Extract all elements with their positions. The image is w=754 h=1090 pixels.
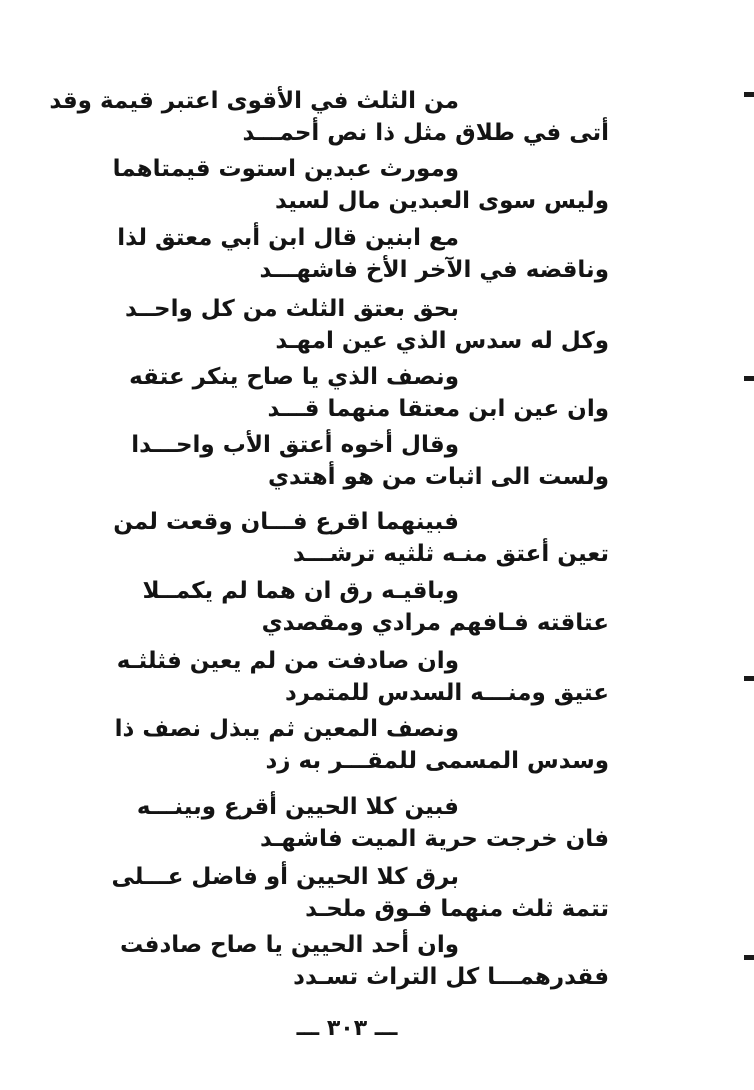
- verse-line: ونصف المعين ثم يبذل نصف ذا: [114, 716, 459, 742]
- verse-line: فبين كلا الحيين أقرع وبينـــه: [136, 794, 459, 820]
- verse-line: وان صادفت من لم يعين فثلثـه: [116, 648, 459, 674]
- scan-edge-mark: [744, 676, 754, 681]
- verse-line: ومورث عبدين استوت قيمتاهما: [112, 156, 459, 182]
- verse-line: وان عين ابن معتقا منهما قـــد: [267, 396, 609, 422]
- verse-line: أتى في طلاق مثل ذا نص أحمـــد: [242, 120, 609, 146]
- verse-line: وسدس المسمى للمقـــر به زد: [265, 748, 609, 774]
- verse-line: مع ابنين قال ابن أبي معتق لذا: [117, 225, 459, 251]
- verse-line: برق كلا الحيين أو فاضل عـــلى: [111, 864, 459, 890]
- verse-line: بحق بعتق الثلث من كل واحــد: [125, 296, 459, 322]
- verse-line: تعين أعتق منـه ثلثيه ترشـــد: [292, 541, 609, 567]
- verse-line: من الثلث في الأقوى اعتبر قيمة وقد: [49, 88, 459, 114]
- verse-line: وليس سوى العبدين مال لسيد: [274, 188, 609, 214]
- verse-line: عتيق ومنـــه السدس للمتمرد: [284, 680, 609, 706]
- page-number: ـــ ٣٠٣ ـــ: [296, 1016, 398, 1041]
- verse-line: فقدرهمـــا كل التراث تسـدد: [293, 964, 609, 990]
- verse-line: ولست الى اثبات من هو أهتدي: [267, 464, 609, 490]
- verse-line: ونصف الذي يا صاح ينكر عتقه: [129, 364, 459, 390]
- scan-edge-mark: [744, 92, 754, 97]
- scan-edge-mark: [744, 376, 754, 381]
- verse-line: وان أحد الحيين يا صاح صادفت: [120, 932, 459, 958]
- verse-line: وقال أخوه أعتق الأب واحـــدا: [131, 432, 459, 458]
- verse-line: فان خرجت حرية الميت فاشهـد: [260, 826, 609, 852]
- verse-line: وباقيـه رق ان هما لم يكمــلا: [142, 578, 459, 604]
- verse-line: وكل له سدس الذي عين امهـد: [275, 328, 609, 354]
- verse-line: تتمة ثلث منهما فـوق ملحـد: [305, 896, 609, 922]
- verse-line: عتاقته فـافهم مرادي ومقصدي: [261, 610, 609, 636]
- verse-line: فبينهما اقرع فـــان وقعت لمن: [113, 509, 459, 535]
- verse-line: وناقضه في الآخر الأخ فاشهـــد: [259, 257, 609, 283]
- scan-edge-mark: [744, 955, 754, 960]
